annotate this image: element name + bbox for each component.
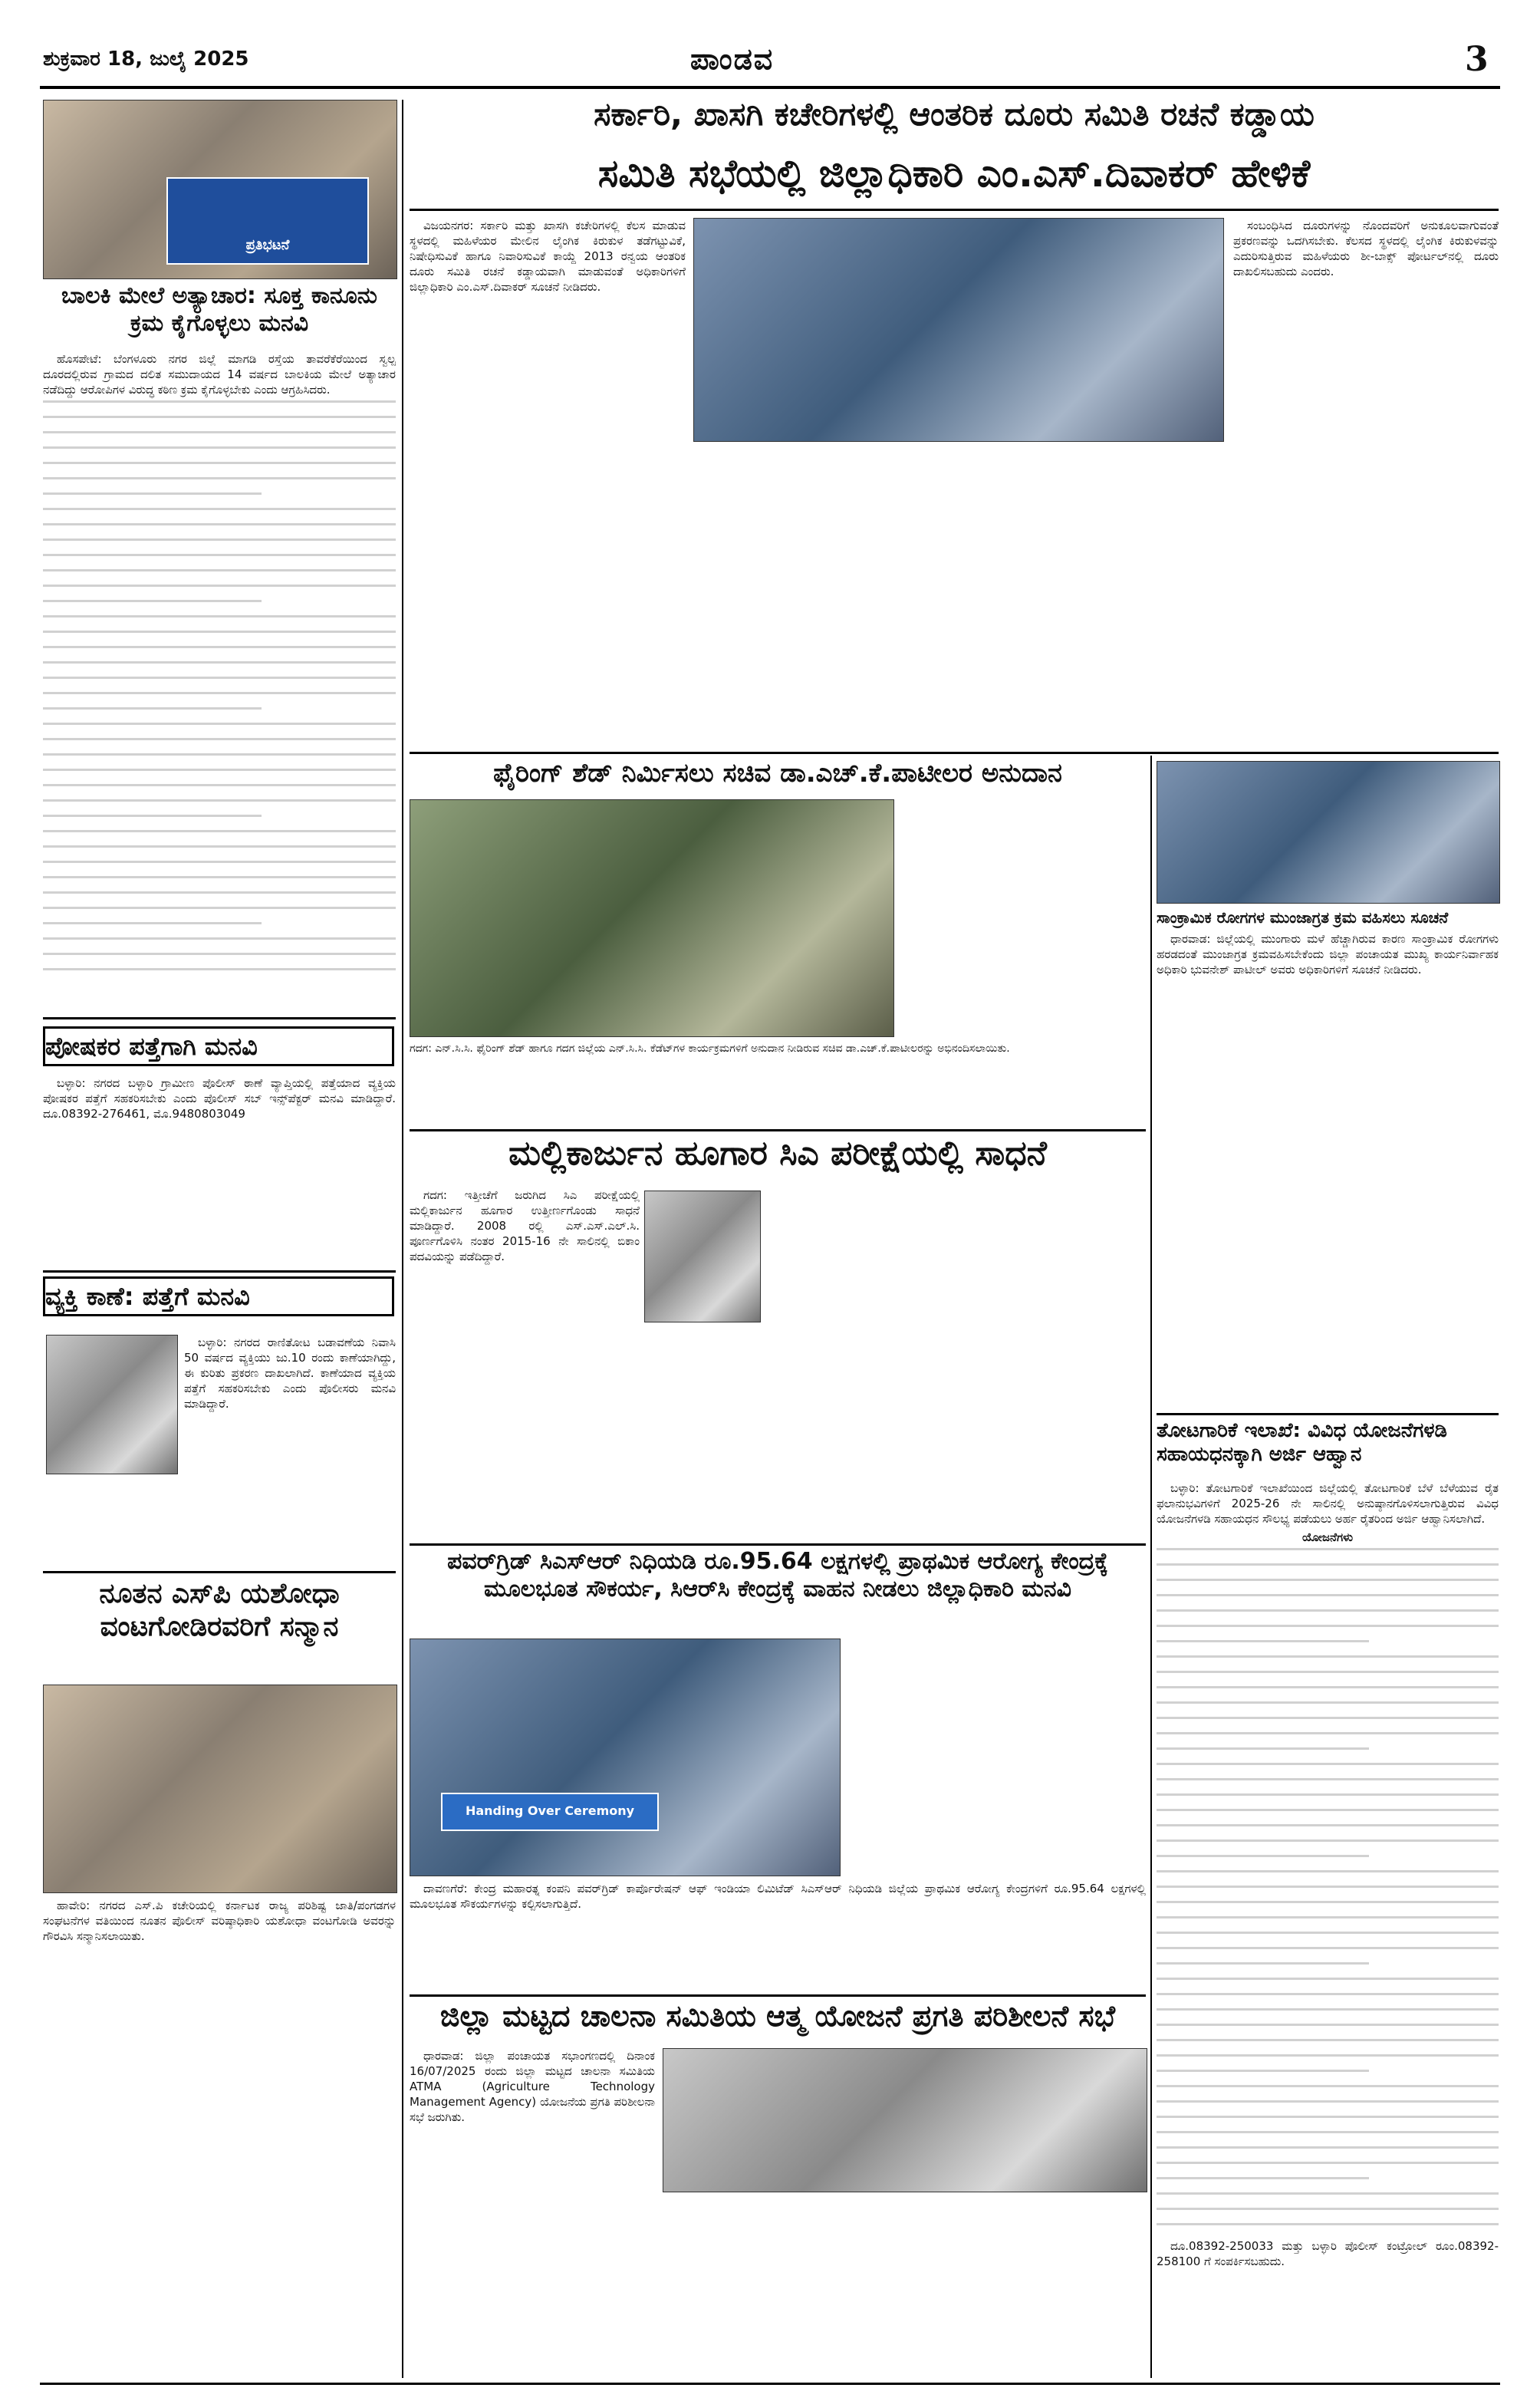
firing-photo: [410, 799, 894, 1037]
text-line: [1157, 1916, 1499, 1918]
text-line: [1157, 2223, 1499, 2225]
text-line: [43, 523, 396, 525]
text-line: [43, 677, 396, 679]
newspaper-name: ಪಾಂಡವ: [690, 42, 775, 76]
text-line: [1157, 1886, 1499, 1888]
text-line: [1157, 2131, 1499, 2133]
ceremony-banner: [441, 1793, 659, 1831]
text-line: [43, 784, 396, 786]
text-line: [1157, 1778, 1499, 1780]
divider: [43, 1270, 396, 1273]
text-line: [1157, 1701, 1499, 1704]
mallikarjun-intro: ಗದಗ: ಇತ್ತೀಚೆಗೆ ಜರುಗಿದ ಸಿಎ ಪರೀಕ್ಷೆಯಲ್ಲಿ ಮಲ್ಲಿಕಾರ್ಜುನ ಹೂಗಾರ ಉತ್ತೀರ್ಣಗೊಂಡು ಸಾಧನೆ ಮಾಡಿದ್ದಾರೆ. 2008 ರಲ್ಲಿ ಎಸ್.ಎಸ್.ಎಲ್.ಸಿ. ಪೂರ್ಣಗೊಳಿಸಿ ನಂತರ 2015-16 ನೇ ಸಾಲಿನಲ್ಲಿ ಬಿಕಾಂ ಪದವಿಯನ್ನು ಪಡೆದಿದ್ದಾರೆ.: [410, 1188, 640, 1263]
mallikarjun-portrait: [644, 1191, 761, 1322]
text-line: [1157, 2192, 1499, 2195]
missing-person-photo: [46, 1335, 178, 1474]
text-line: [43, 692, 396, 694]
text-line: [43, 400, 396, 403]
text-line: [43, 615, 396, 618]
text-line: [1157, 1732, 1499, 1734]
text-line: [43, 585, 396, 587]
lead-headline-2: ಸಮಿತಿ ಸಭೆಯಲ್ಲಿ ಜಿಲ್ಲಾಧಿಕಾರಿ ಎಂ.ಎಸ್.ದಿವಾಕರ್ ಹೇಳಿಕೆ: [597, 151, 1311, 196]
left-story4-body: [43, 1898, 396, 2381]
horti-body: [1157, 1480, 1499, 2378]
left-story2-body: [43, 1075, 396, 1267]
left-story4-headline: ನೂತನ ಎಸ್‌ಪಿ ಯಶೋಧಾ ವಂಟಗೋಡಿರವರಿಗೆ ಸನ್ಮಾನ: [99, 1578, 340, 1643]
text-line: [1157, 2070, 1369, 2072]
text-line: [1157, 2054, 1499, 2057]
text-line: [43, 830, 396, 832]
divider: [410, 752, 1499, 754]
text-line: [1157, 1793, 1499, 1796]
text-line: [43, 707, 262, 710]
text-line: [1157, 2024, 1499, 2026]
firing-headline: ಫೈರಿಂಗ್ ಶೆಡ್ ನಿರ್ಮಿಸಲು ಸಚಿವ ಡಾ.ಎಚ್.ಕೆ.ಪಾಟೀಲರ ಅನುದಾನ: [493, 758, 1062, 789]
text-line: [1157, 1824, 1499, 1826]
text-line: [43, 738, 396, 740]
left-story3-intro: ಬಳ್ಳಾರಿ: ನಗರದ ರಾಣಿತೋಟ ಬಡಾವಣೆಯ ನಿವಾಸಿ 50 ವರ್ಷದ ವ್ಯಕ್ತಿಯು ಜು.10 ರಂದು ಕಾಣೆಯಾಗಿದ್ದು, ಈ ಕುರಿತು ಪ್ರಕರಣ ದಾಖಲಾಗಿದೆ. ಕಾಣೆಯಾದ ವ್ಯಕ್ತಿಯ ಪತ್ತೆಗೆ ಸಹಕರಿಸಬೇಕು ಎಂದು ಪೊಲೀಸರು ಮನವಿ ಮಾಡಿದ್ದಾರೆ.: [184, 1336, 396, 1411]
left-story2-headline: ಪೋಷಕರ ಪತ್ತೆಗಾಗಿ ಮನವಿ: [43, 1026, 394, 1066]
powergrid-intro: ದಾವಣಗೆರೆ: ಕೇಂದ್ರ ಮಹಾರತ್ನ ಕಂಪನಿ ಪವರ್‌ಗ್ರಿಡ್ ಕಾರ್ಪೊರೇಷನ್ ಆಫ್ ಇಂಡಿಯಾ ಲಿಮಿಟೆಡ್ ಸಿಎಸ್‌ಆರ್ ನಿಧಿಯಡಿ ಜಿಲ್ಲೆಯ ಪ್ರಾಥಮಿಕ ಆರೋಗ್ಯ ಕೇಂದ್ರಗಳಿಗೆ ರೂ.95.64 ಲಕ್ಷಗಳಲ್ಲಿ ಮೂಲಭೂತ ಸೌಕರ್ಯಗಳನ್ನು ಕಲ್ಪಿಸಲಾಗುತ್ತಿದೆ.: [410, 1882, 1146, 1911]
text-line: [43, 416, 396, 418]
column-rule: [402, 100, 403, 2378]
left-story1-headline: ಬಾಲಕಿ ಮೇಲೆ ಅತ್ಯಾಚಾರ: ಸೂಕ್ತ ಕಾನೂನು ಕ್ರಮ ಕೈಗೊಳ್ಳಲು ಮನವಿ: [61, 282, 377, 337]
text-line: [1157, 2100, 1499, 2103]
text-line: [43, 554, 396, 556]
lead-body-cols: [693, 448, 1222, 747]
text-line: [1157, 2039, 1499, 2041]
text-line: [1157, 1932, 1499, 1934]
powergrid-body: [410, 1881, 1146, 1991]
text-line: [1157, 2116, 1499, 2118]
text-line: [1157, 2208, 1499, 2210]
text-line: [1157, 1625, 1499, 1627]
lead-body-col1: [410, 218, 686, 747]
divider: [410, 209, 1499, 211]
health-intro: ಧಾರವಾಡ: ಜಿಲ್ಲೆಯಲ್ಲಿ ಮುಂಗಾರು ಮಳೆ ಹೆಚ್ಚಾಗಿರುವ ಕಾರಣ ಸಾಂಕ್ರಾಮಿಕ ರೋಗಗಳು ಹರಡದಂತೆ ಮುಂಜಾಗ್ರತ ಕ್ರಮವಹಿಸಬೇಕೆಂದು ಜಿಲ್ಲಾ ಪಂಚಾಯತ ಮುಖ್ಯ ಕಾರ್ಯನಿರ್ವಾಹಕ ಅಧಿಕಾರಿ ಭುವನೇಶ್ ಪಾಟೀಲ್ ಅವರು ಅಧಿಕಾರಿಗಳಿಗೆ ಸೂಚನೆ ನೀಡಿದರು.: [1157, 932, 1499, 977]
text-line: [1157, 1579, 1499, 1581]
lead-intro: ವಿಜಯನಗರ: ಸರ್ಕಾರಿ ಮತ್ತು ಖಾಸಗಿ ಕಚೇರಿಗಳಲ್ಲಿ ಕೆಲಸ ಮಾಡುವ ಸ್ಥಳದಲ್ಲಿ ಮಹಿಳೆಯರ ಮೇಲಿನ ಲೈಂಗಿಕ ಕಿರುಕುಳ ತಡೆಗಟ್ಟುವಿಕೆ, ನಿಷೇಧಿಸುವಿಕೆ ಹಾಗೂ ನಿವಾರಿಸುವಿಕೆ ಕಾಯ್ದೆ 2013 ರನ್ವಯ ಆಂತರಿಕ ದೂರು ಸಮಿತಿ ರಚನೆ ಕಡ್ಡಾಯವಾಗಿ ಮಾಡುವಂತೆ ಅಧಿಕಾರಿಗಳಿಗೆ ಜಿಲ್ಲಾಧಿಕಾರಿ ಎಂ.ಎಸ್.ದಿವಾಕರ್ ಸೂಚನೆ ನೀಡಿದರು.: [410, 219, 686, 294]
text-line: [1157, 2085, 1499, 2087]
text-line: [1157, 1609, 1499, 1612]
text-line: [43, 922, 262, 924]
text-line: [43, 492, 262, 495]
text-line: [1157, 1947, 1499, 1949]
text-line: [1157, 1978, 1499, 1980]
left-story2-intro: ಬಳ್ಳಾರಿ: ನಗರದ ಬಳ್ಳಾರಿ ಗ್ರಾಮೀಣ ಪೊಲೀಸ್ ಠಾಣೆ ವ್ಯಾಪ್ತಿಯಲ್ಲಿ ಪತ್ತೆಯಾದ ವ್ಯಕ್ತಿಯ ಪೋಷಕರ ಪತ್ತೆಗೆ ಸಹಕರಿಸಬೇಕು ಎಂದು ಪೊಲೀಸ್ ಸಬ್ ಇನ್ಸ್‌ಪೆಕ್ಟರ್ ಮನವಿ ಮಾಡಿದ್ದಾರೆ. ದೂ.08392-276461, ಮೊ.9480803049: [43, 1076, 396, 1121]
text-line: [1157, 1763, 1499, 1765]
mallikarjun-body-col2: [767, 1187, 1146, 1540]
text-line: [43, 661, 396, 664]
text-line: [43, 953, 396, 955]
page-number: 3: [1465, 40, 1489, 79]
lead-photo-meeting: [693, 218, 1224, 442]
issue-date: ಶುಕ್ರವಾರ 18, ಜುಲೈ 2025: [43, 48, 249, 71]
health-headline: ಸಾಂಕ್ರಾಮಿಕ ರೋಗಗಳ ಮುಂಜಾಗ್ರತ ಕ್ರಮ ವಹಿಸಲು ಸೂಚನೆ: [1157, 908, 1449, 927]
text-line: [1157, 1717, 1499, 1719]
text-line: [1157, 2162, 1499, 2164]
text-line: [1157, 1671, 1499, 1673]
text-line: [1157, 2008, 1499, 2011]
divider: [1157, 1413, 1499, 1415]
powergrid-headline: ಪವರ್‌ಗ್ರಿಡ್ ಸಿಎಸ್‌ಆರ್ ನಿಧಿಯಡಿ ರೂ.95.64 ಲಕ್ಷಗಳಲ್ಲಿ ಪ್ರಾಥಮಿಕ ಆರೋಗ್ಯ ಕೇಂದ್ರಕ್ಕೆ ಮೂಲಭೂತ ಸೌಕರ್ಯ, ಸಿಆರ್‌ಸಿ ಕೇಂದ್ರಕ್ಕೆ ವಾಹನ ನೀಡಲು ಜಿಲ್ಲಾಧಿಕಾರಿ ಮನವಿ: [447, 1548, 1108, 1602]
mallikarjun-headline: ಮಲ್ಲಿಕಾರ್ಜುನ ಹೂಗಾರ ಸಿಎ ಪರೀಕ್ಷೆಯಲ್ಲಿ ಸಾಧನೆ: [508, 1134, 1047, 1173]
text-line: [1157, 1640, 1369, 1642]
masthead-rule: [40, 86, 1500, 89]
text-line: [1157, 1809, 1499, 1811]
text-line: [1157, 1855, 1369, 1857]
powergrid-photo: [410, 1639, 841, 1876]
text-line: [43, 538, 396, 541]
firing-body: [900, 799, 1146, 1036]
atma-body-cols: [663, 2198, 1146, 2378]
text-line: [1157, 1686, 1499, 1688]
text-line: [43, 968, 396, 970]
text-line: [43, 462, 396, 464]
left-story3-headline: ವ್ಯಕ್ತಿ ಕಾಣೆ: ಪತ್ತೆಗೆ ಮನವಿ: [43, 1276, 394, 1316]
firing-caption: ಗದಗ: ಎನ್.ಸಿ.ಸಿ. ಫೈರಿಂಗ್ ಶೆಡ್ ಹಾಗೂ ಗದಗ ಜಿಲ್ಲೆಯ ಎನ್.ಸಿ.ಸಿ. ಕೆಡೆಟ್‌ಗಳ ಕಾರ್ಯಕ್ರಮಗಳಿಗೆ ಅನುದಾನ ನೀಡಿರುವ ಸಚಿವ ಡಾ.ಎಚ್.ಕೆ.ಪಾಟೀಲರನ್ನು ಅಭಿನಂದಿಸಲಾಯಿತು.: [410, 1042, 1010, 1055]
page-bottom-rule: [40, 2383, 1500, 2385]
text-line: [43, 723, 396, 725]
text-line: [1157, 1870, 1499, 1872]
text-line: [1157, 2177, 1369, 2179]
text-line: [43, 876, 396, 878]
text-line: [43, 477, 396, 479]
text-line: [43, 891, 396, 894]
text-line: [43, 861, 396, 863]
text-line: [1157, 1747, 1369, 1750]
text-lines: [1157, 1548, 1499, 2238]
text-line: [43, 631, 396, 633]
health-body: [1157, 931, 1499, 1407]
text-lines: [43, 400, 396, 983]
text-line: [1157, 1993, 1499, 1995]
text-line: [1157, 1548, 1499, 1550]
atma-headline: ಜಿಲ್ಲಾ ಮಟ್ಟದ ಚಾಲನಾ ಸಮಿತಿಯ ಆತ್ಮ ಯೋಜನೆ ಪ್ರಗತಿ ಪರಿಶೀಲನೆ ಸಭೆ: [439, 1999, 1116, 2033]
text-line: [1157, 2146, 1499, 2149]
text-line: [43, 600, 262, 602]
text-line: [43, 431, 396, 433]
text-line: [1157, 1563, 1499, 1566]
horti-subhead: ಯೋಜನೆಗಳು: [1302, 1530, 1353, 1544]
divider: [43, 1571, 396, 1573]
text-line: [43, 446, 396, 449]
protest-banner-title: ಪ್ರತಿಭಟನೆ: [245, 237, 290, 253]
divider: [410, 1129, 1146, 1131]
column-rule: [1150, 756, 1152, 2378]
mallikarjun-body-col1: [410, 1187, 640, 1540]
text-line: [43, 815, 262, 817]
lead-continued: ಸಂಬಂಧಿಸಿದ ದೂರುಗಳನ್ನು ನೊಂದವರಿಗೆ ಅನುಕೂಲವಾಗುವಂತೆ ಪ್ರಕರಣವನ್ನು ಒದಗಿಸಬೇಕು. ಕೆಲಸದ ಸ್ಥಳದಲ್ಲಿ ಲೈಂಗಿಕ ಕಿರುಕುಳವನ್ನು ಎದುರಿಸುತ್ತಿರುವ ಮಹಿಳೆಯರು ಶೀ-ಬಾಕ್ಸ್ ಪೋರ್ಟಲ್‌ನಲ್ಲಿ ದೂರು ದಾಖಲಿಸಬಹುದು ಎಂದರು.: [1233, 219, 1499, 278]
text-line: [1157, 1594, 1499, 1596]
text-line: [43, 799, 396, 802]
atma-intro: ಧಾರವಾಡ: ಜಿಲ್ಲಾ ಪಂಚಾಯತ ಸಭಾಂಗಣದಲ್ಲಿ ದಿನಾಂಕ 16/07/2025 ರಂದು ಜಿಲ್ಲಾ ಮಟ್ಟದ ಚಾಲನಾ ಸಮಿತಿಯ ATMA (Agriculture Technology Management Agency) ಯೋಜನೆಯ ಪ್ರಗತಿ ಪರಿಶೀಲನಾ ಸಭೆ ಜರುಗಿತು.: [410, 2049, 655, 2124]
left-story1-intro: ಹೊಸಪೇಟೆ: ಬೆಂಗಳೂರು ನಗರ ಜಿಲ್ಲೆ ಮಾಗಡಿ ರಸ್ತೆಯ ತಾವರೆಕೆರೆಯಿಂದ ಸ್ವಲ್ಪ ದೂರದಲ್ಲಿರುವ ಗ್ರಾಮದ ದಲಿತ ಸಮುದಾಯದ 14 ವರ್ಷದ ಬಾಲಕಿಯ ಮೇಲೆ ಅತ್ಯಾಚಾರ ನಡೆದಿದ್ದು ಆರೋಪಿಗಳ ವಿರುದ್ಧ ಕಠಿಣ ಕ್ರಮ ಕೈಗೊಳ್ಳಬೇಕು ಎಂದು ಆಗ್ರಹಿಸಿದರು.: [43, 352, 396, 397]
powergrid-body-right: [847, 1639, 1146, 1875]
divider: [410, 1543, 1146, 1546]
divider: [410, 1994, 1146, 1997]
atma-photo: [663, 2048, 1147, 2192]
text-line: [1157, 1839, 1499, 1842]
text-line: [43, 769, 396, 771]
horti-headline: ತೋಟಗಾರಿಕೆ ಇಲಾಖೆ: ವಿವಿಧ ಯೋಜನೆಗಳಡಿ ಸಹಾಯಧನಕ್ಕಾಗಿ ಅರ್ಜಿ ಆಹ್ವಾನ: [1157, 1419, 1447, 1467]
protest-banner: [166, 177, 369, 265]
horti-intro: ಬಳ್ಳಾರಿ: ತೋಟಗಾರಿಕೆ ಇಲಾಖೆಯಿಂದ ಜಿಲ್ಲೆಯಲ್ಲಿ ತೋಟಗಾರಿಕೆ ಬೆಳೆ ಬೆಳೆಯುವ ರೈತ ಫಲಾನುಭವಿಗಳಿಗೆ 2025-26 ನೇ ಸಾಲಿನಲ್ಲಿ ಅನುಷ್ಠಾನಗೊಳಿಸಲಾಗುತ್ತಿರುವ ವಿವಿಧ ಯೋಜನೆಗಳಡಿ ಸಹಾಯಧನ ಸೌಲಭ್ಯ ಪಡೆಯಲು ಅರ್ಹ ರೈತರಿಂದ ಅರ್ಜಿ ಆಹ್ವಾನಿಸಲಾಗಿದೆ.: [1157, 1481, 1499, 1526]
lead-body-right: [1233, 218, 1499, 747]
text-line: [43, 937, 396, 940]
text-line: [43, 569, 396, 571]
left-story1-body: [43, 351, 396, 1011]
atma-body-col1: [410, 2048, 655, 2378]
ceremony-banner-text: Handing Over Ceremony: [465, 1803, 635, 1818]
health-meeting-photo: [1157, 761, 1500, 904]
text-line: [43, 753, 396, 756]
divider: [43, 1017, 396, 1019]
horti-contact: ದೂ.08392-250033 ಮತ್ತು ಬಳ್ಳಾರಿ ಪೊಲೀಸ್ ಕಂಟ್ರೋಲ್ ರೂಂ.08392-258100 ಗೆ ಸಂಪರ್ಕಿಸಬಹುದು.: [1157, 2239, 1499, 2268]
text-line: [1157, 1901, 1499, 1903]
text-line: [43, 508, 396, 510]
text-line: [43, 845, 396, 848]
left-story4-intro: ಹಾವೇರಿ: ನಗರದ ಎಸ್.ಪಿ ಕಚೇರಿಯಲ್ಲಿ ಕರ್ನಾಟಕ ರಾಜ್ಯ ಪರಿಶಿಷ್ಟ ಜಾತಿ/ಪಂಗಡಗಳ ಸಂಘಟನೆಗಳ ವತಿಯಿಂದ ನೂತನ ಪೊಲೀಸ್ ವರಿಷ್ಠಾಧಿಕಾರಿ ಯಶೋಧಾ ವಂಟಗೋಡಿ ಅವರನ್ನು ಗೌರವಿಸಿ ಸನ್ಮಾನಿಸಲಾಯಿತು.: [43, 1899, 396, 1943]
text-line: [1157, 1655, 1499, 1658]
lead-headline-1: ಸರ್ಕಾರಿ, ಖಾಸಗಿ ಕಚೇರಿಗಳಲ್ಲಿ ಆಂತರಿಕ ದೂರು ಸಮಿತಿ ರಚನೆ ಕಡ್ಡಾಯ: [594, 95, 1315, 133]
text-line: [43, 646, 396, 648]
felicitation-photo: [43, 1685, 397, 1893]
protest-photo: [43, 100, 397, 279]
text-line: [1157, 1962, 1369, 1965]
text-line: [43, 907, 396, 909]
left-story3-body: [184, 1335, 396, 1565]
